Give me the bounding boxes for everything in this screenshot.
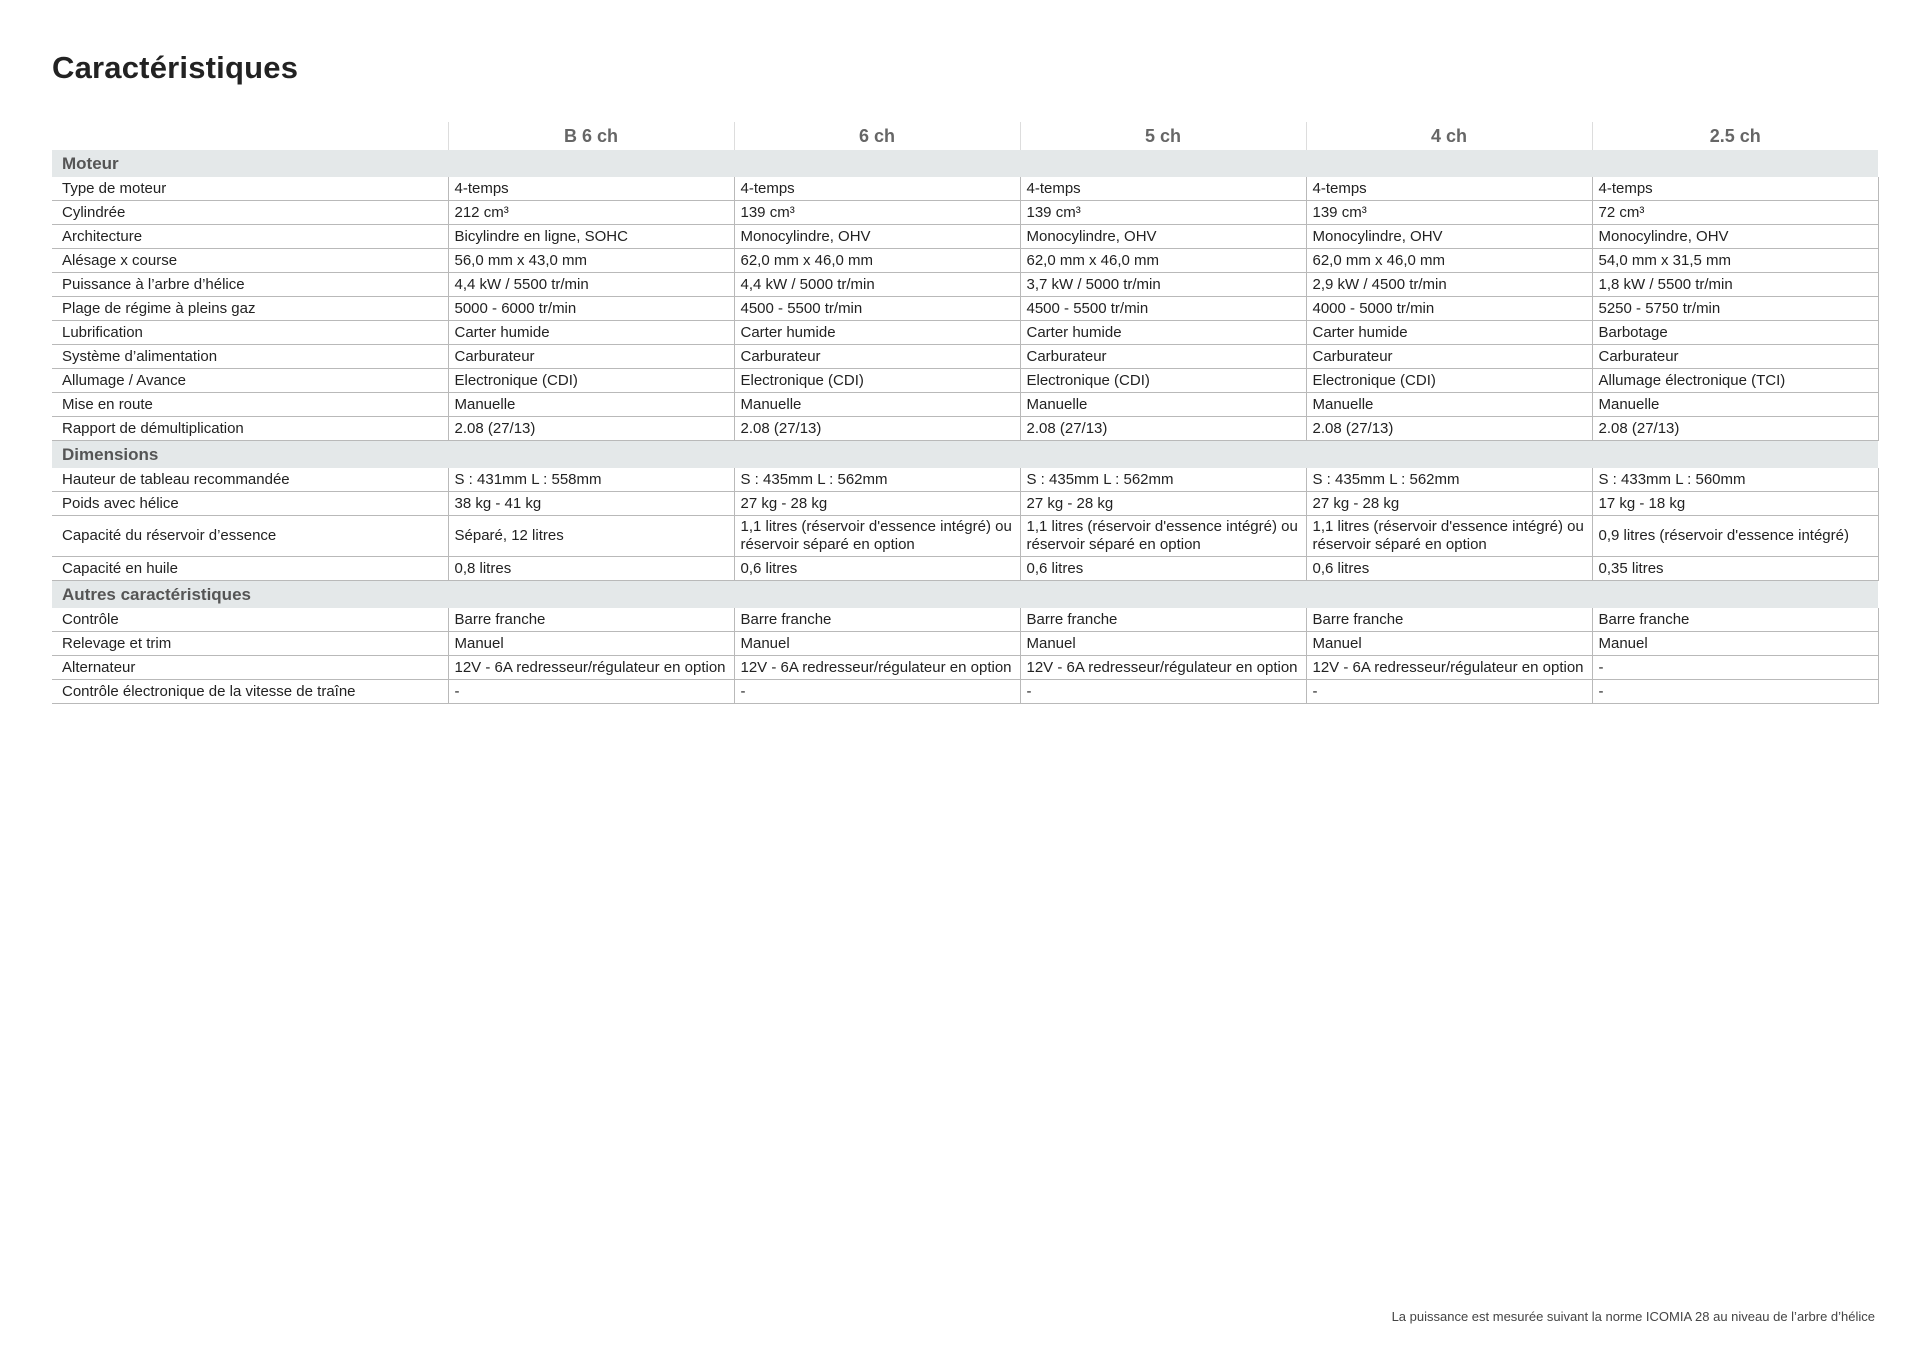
table-row xyxy=(52,516,1878,557)
spec-value: Monocylindre, OHV xyxy=(1592,225,1878,249)
model-header-4: 4 ch xyxy=(1306,122,1592,150)
spec-label: Contrôle électronique de la vitesse de traîne xyxy=(52,680,448,704)
spec-value: 4500 - 5500 tr/min xyxy=(734,297,1020,321)
table-row xyxy=(52,225,1878,249)
spec-value: 62,0 mm x 46,0 mm xyxy=(1306,249,1592,273)
spec-value: 38 kg - 41 kg xyxy=(448,492,734,516)
table-row xyxy=(52,201,1878,225)
section-title: Autres caractéristiques xyxy=(52,581,1878,609)
spec-value: 0,9 litres (réservoir d'essence intégré) xyxy=(1592,516,1878,557)
spec-value: 72 cm³ xyxy=(1592,201,1878,225)
spec-label: Rapport de démultiplication xyxy=(52,417,448,441)
spec-label: Mise en route xyxy=(52,393,448,417)
spec-label: Puissance à l’arbre d’hélice xyxy=(52,273,448,297)
spec-label: Cylindrée xyxy=(52,201,448,225)
spec-value: Manuel xyxy=(734,632,1020,656)
spec-value: Barre franche xyxy=(448,608,734,632)
spec-value: 17 kg - 18 kg xyxy=(1592,492,1878,516)
spec-value: Carter humide xyxy=(448,321,734,345)
spec-label: Hauteur de tableau recommandée xyxy=(52,468,448,492)
table-row xyxy=(52,632,1878,656)
spec-label: Capacité en huile xyxy=(52,557,448,581)
spec-value: 139 cm³ xyxy=(1020,201,1306,225)
spec-value: 4-temps xyxy=(448,177,734,201)
spec-value: 27 kg - 28 kg xyxy=(1020,492,1306,516)
spec-value: 4-temps xyxy=(1306,177,1592,201)
spec-value: 1,1 litres (réservoir d'essence intégré) ou réservoir séparé en option xyxy=(1020,516,1306,557)
spec-label: Capacité du réservoir d’essence xyxy=(52,516,448,557)
spec-label: Allumage / Avance xyxy=(52,369,448,393)
spec-value: 2.08 (27/13) xyxy=(1020,417,1306,441)
spec-value: Barbotage xyxy=(1592,321,1878,345)
spec-value: 2.08 (27/13) xyxy=(1306,417,1592,441)
spec-value: S : 433mm L : 560mm xyxy=(1592,468,1878,492)
spec-table xyxy=(52,122,1879,704)
spec-label: Plage de régime à pleins gaz xyxy=(52,297,448,321)
spec-value: Manuelle xyxy=(734,393,1020,417)
spec-value: 4500 - 5500 tr/min xyxy=(1020,297,1306,321)
spec-value: 0,6 litres xyxy=(734,557,1020,581)
spec-value: 4000 - 5000 tr/min xyxy=(1306,297,1592,321)
table-row xyxy=(52,557,1878,581)
spec-table-body xyxy=(52,150,1878,704)
spec-value: 3,7 kW / 5000 tr/min xyxy=(1020,273,1306,297)
spec-value: 27 kg - 28 kg xyxy=(734,492,1020,516)
spec-value: Barre franche xyxy=(1020,608,1306,632)
spec-label: Système d’alimentation xyxy=(52,345,448,369)
spec-value: 54,0 mm x 31,5 mm xyxy=(1592,249,1878,273)
spec-value: Manuel xyxy=(448,632,734,656)
spec-value: 62,0 mm x 46,0 mm xyxy=(734,249,1020,273)
footnote: La puissance est mesurée suivant la norme ICOMIA 28 au niveau de l’arbre d’hélice xyxy=(1391,1309,1875,1324)
spec-value: Manuelle xyxy=(448,393,734,417)
table-row xyxy=(52,273,1878,297)
section-header-row xyxy=(52,150,1878,177)
section-title: Moteur xyxy=(52,150,1878,177)
spec-value: Electronique (CDI) xyxy=(448,369,734,393)
spec-value: 12V - 6A redresseur/régulateur en option xyxy=(448,656,734,680)
spec-label: Lubrification xyxy=(52,321,448,345)
spec-value: 4-temps xyxy=(734,177,1020,201)
spec-value: 2.08 (27/13) xyxy=(734,417,1020,441)
spec-value: - xyxy=(734,680,1020,704)
spec-value: 1,1 litres (réservoir d'essence intégré) ou réservoir séparé en option xyxy=(734,516,1020,557)
spec-value: Manuelle xyxy=(1020,393,1306,417)
spec-value: S : 435mm L : 562mm xyxy=(734,468,1020,492)
spec-value: 4-temps xyxy=(1592,177,1878,201)
spec-value: 0,6 litres xyxy=(1020,557,1306,581)
spec-value: Manuel xyxy=(1020,632,1306,656)
table-row xyxy=(52,417,1878,441)
spec-value: Monocylindre, OHV xyxy=(734,225,1020,249)
spec-label: Contrôle xyxy=(52,608,448,632)
spec-value: Carburateur xyxy=(448,345,734,369)
spec-value: Carter humide xyxy=(734,321,1020,345)
table-row xyxy=(52,297,1878,321)
spec-value: Electronique (CDI) xyxy=(734,369,1020,393)
spec-label: Poids avec hélice xyxy=(52,492,448,516)
model-header-b6: B 6 ch xyxy=(448,122,734,150)
spec-value: 0,8 litres xyxy=(448,557,734,581)
spec-value: Carter humide xyxy=(1020,321,1306,345)
spec-value: 4,4 kW / 5000 tr/min xyxy=(734,273,1020,297)
spec-value: 1,8 kW / 5500 tr/min xyxy=(1592,273,1878,297)
spec-value: - xyxy=(1592,680,1878,704)
model-header-row xyxy=(52,122,1878,150)
spec-value: 62,0 mm x 46,0 mm xyxy=(1020,249,1306,273)
spec-value: Manuelle xyxy=(1592,393,1878,417)
spec-value: Carburateur xyxy=(1020,345,1306,369)
spec-value: 27 kg - 28 kg xyxy=(1306,492,1592,516)
spec-value: Manuel xyxy=(1306,632,1592,656)
table-row xyxy=(52,656,1878,680)
spec-value: Séparé, 12 litres xyxy=(448,516,734,557)
model-header-5: 5 ch xyxy=(1020,122,1306,150)
table-row xyxy=(52,369,1878,393)
spec-value: 212 cm³ xyxy=(448,201,734,225)
header-blank-cell xyxy=(52,122,448,150)
spec-value: 2,9 kW / 4500 tr/min xyxy=(1306,273,1592,297)
spec-value: Electronique (CDI) xyxy=(1020,369,1306,393)
spec-value: Barre franche xyxy=(734,608,1020,632)
spec-value: Monocylindre, OHV xyxy=(1306,225,1592,249)
spec-value: Carburateur xyxy=(1592,345,1878,369)
spec-value: Monocylindre, OHV xyxy=(1020,225,1306,249)
spec-value: S : 431mm L : 558mm xyxy=(448,468,734,492)
spec-value: 1,1 litres (réservoir d'essence intégré) ou réservoir séparé en option xyxy=(1306,516,1592,557)
spec-value: 5000 - 6000 tr/min xyxy=(448,297,734,321)
table-row xyxy=(52,468,1878,492)
table-row xyxy=(52,492,1878,516)
spec-value: S : 435mm L : 562mm xyxy=(1020,468,1306,492)
model-header-2-5: 2.5 ch xyxy=(1592,122,1878,150)
section-title: Dimensions xyxy=(52,441,1878,469)
table-row xyxy=(52,345,1878,369)
spec-value: 12V - 6A redresseur/régulateur en option xyxy=(1306,656,1592,680)
spec-value: Electronique (CDI) xyxy=(1306,369,1592,393)
spec-value: - xyxy=(1020,680,1306,704)
spec-value: 139 cm³ xyxy=(734,201,1020,225)
spec-value: - xyxy=(1306,680,1592,704)
spec-value: Bicylindre en ligne, SOHC xyxy=(448,225,734,249)
spec-value: Barre franche xyxy=(1306,608,1592,632)
page-title: Caractéristiques xyxy=(52,50,299,85)
spec-value: - xyxy=(1592,656,1878,680)
spec-label: Alésage x course xyxy=(52,249,448,273)
spec-label: Architecture xyxy=(52,225,448,249)
table-row xyxy=(52,680,1878,704)
table-row xyxy=(52,177,1878,201)
spec-value: 4-temps xyxy=(1020,177,1306,201)
spec-value: Carburateur xyxy=(1306,345,1592,369)
spec-label: Type de moteur xyxy=(52,177,448,201)
spec-value: 12V - 6A redresseur/régulateur en option xyxy=(734,656,1020,680)
table-row xyxy=(52,608,1878,632)
section-header-row xyxy=(52,581,1878,609)
section-header-row xyxy=(52,441,1878,469)
spec-label: Relevage et trim xyxy=(52,632,448,656)
table-row xyxy=(52,321,1878,345)
table-row xyxy=(52,393,1878,417)
spec-value: 56,0 mm x 43,0 mm xyxy=(448,249,734,273)
spec-value: Carburateur xyxy=(734,345,1020,369)
model-header-6: 6 ch xyxy=(734,122,1020,150)
spec-value: Manuel xyxy=(1592,632,1878,656)
spec-value: 12V - 6A redresseur/régulateur en option xyxy=(1020,656,1306,680)
spec-value: 5250 - 5750 tr/min xyxy=(1592,297,1878,321)
spec-value: Carter humide xyxy=(1306,321,1592,345)
spec-value: 0,35 litres xyxy=(1592,557,1878,581)
spec-value: Barre franche xyxy=(1592,608,1878,632)
spec-value: 4,4 kW / 5500 tr/min xyxy=(448,273,734,297)
spec-value: Allumage électronique (TCI) xyxy=(1592,369,1878,393)
spec-value: - xyxy=(448,680,734,704)
spec-value: S : 435mm L : 562mm xyxy=(1306,468,1592,492)
spec-value: 0,6 litres xyxy=(1306,557,1592,581)
spec-value: 2.08 (27/13) xyxy=(448,417,734,441)
spec-label: Alternateur xyxy=(52,656,448,680)
spec-value: 2.08 (27/13) xyxy=(1592,417,1878,441)
table-row xyxy=(52,249,1878,273)
spec-value: 139 cm³ xyxy=(1306,201,1592,225)
spec-value: Manuelle xyxy=(1306,393,1592,417)
